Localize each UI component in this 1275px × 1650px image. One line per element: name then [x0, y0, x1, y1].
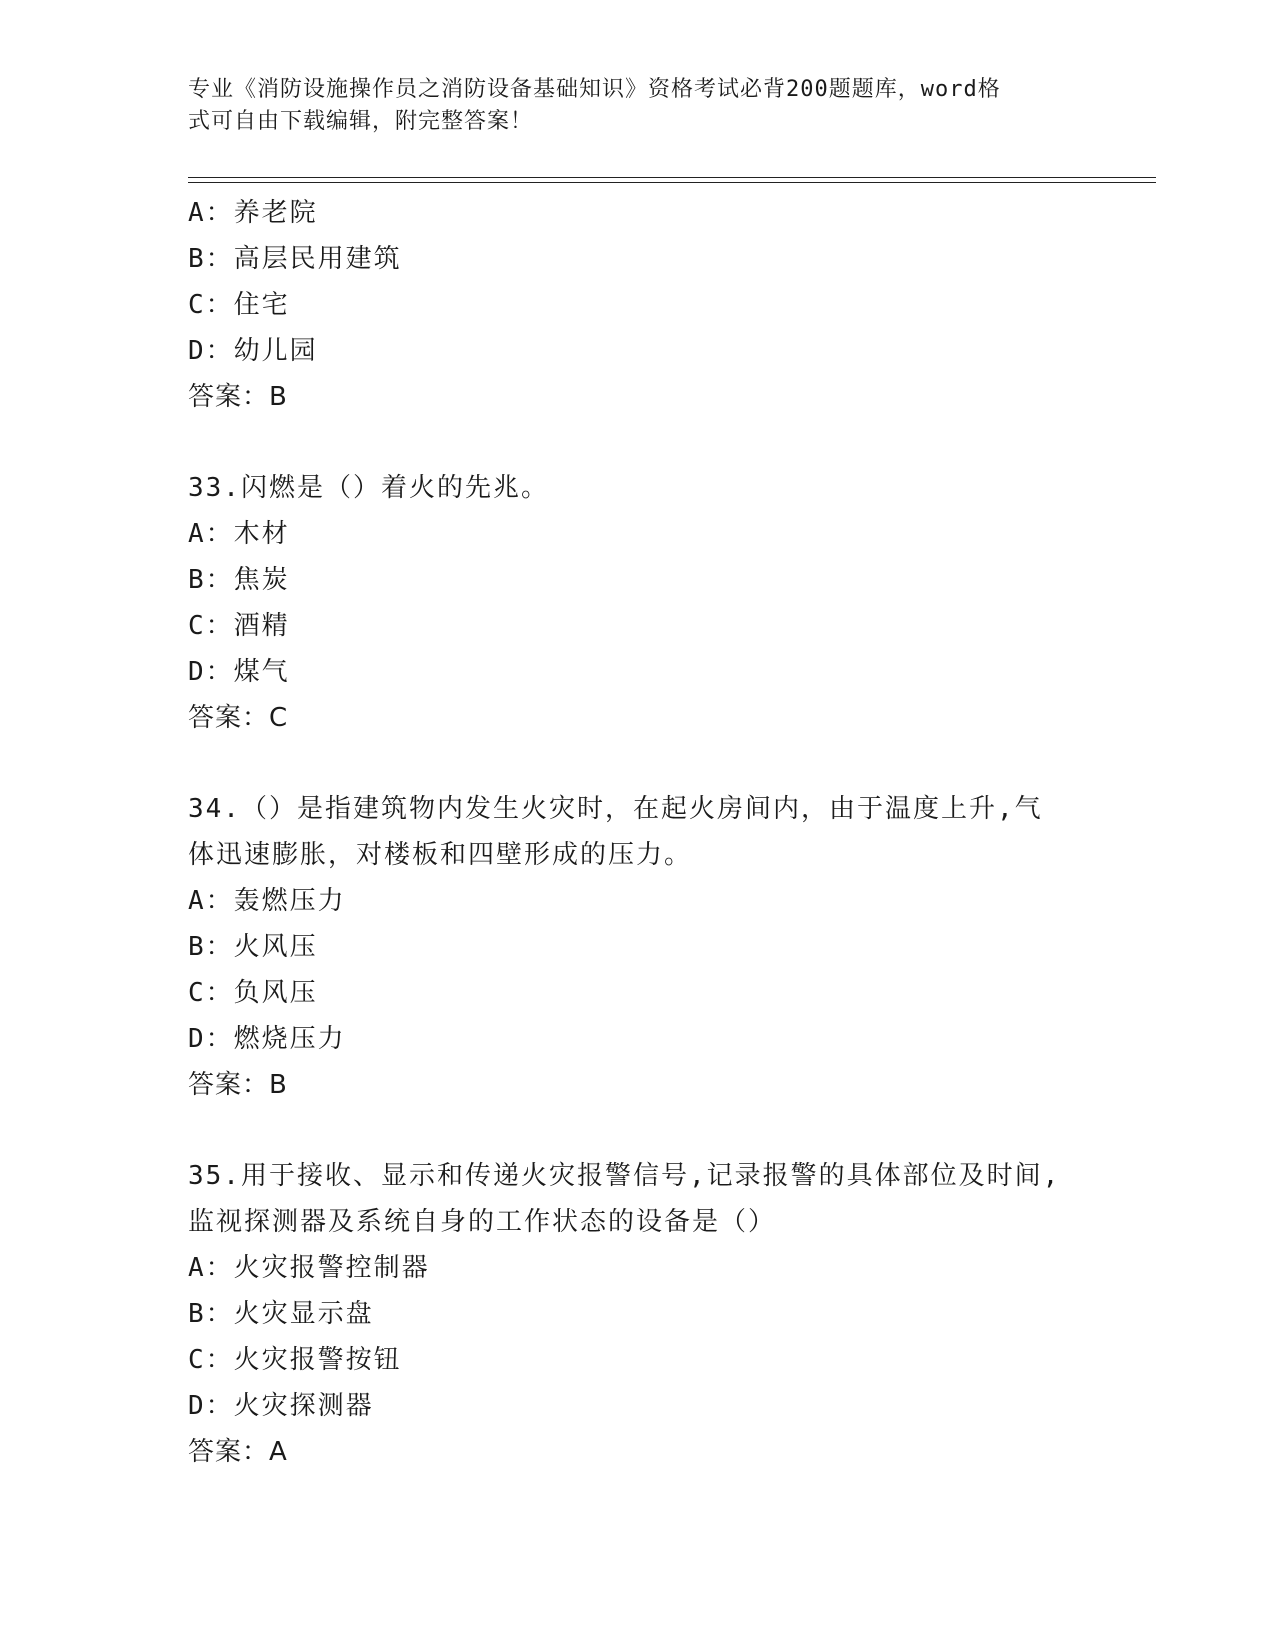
header-rule-bottom	[188, 182, 1156, 183]
option-d: D：燃烧压力	[188, 1024, 346, 1054]
option-d: D：幼儿园	[188, 336, 318, 366]
document-header	[188, 74, 1068, 138]
header-line-2: 式可自由下载编辑，附完整答案！	[188, 109, 534, 134]
option-c: C：住宅	[188, 290, 290, 320]
question-stem-line-2: 体迅速膨胀，对楼板和四壁形成的压力。	[188, 840, 693, 870]
option-d: D：煤气	[188, 657, 290, 687]
question-stem-line-1: 34.（）是指建筑物内发生火灾时，在起火房间内，由于温度上升,气	[188, 794, 1043, 824]
spacer	[188, 741, 1088, 786]
question-35	[188, 1153, 1088, 1475]
option-d: D：火灾探测器	[188, 1391, 374, 1421]
answer: 答案：B	[188, 382, 288, 412]
option-a: A：火灾报警控制器	[188, 1253, 430, 1283]
question-stem: 33.闪燃是（）着火的先兆。	[188, 473, 549, 503]
question-stem-line-2: 监视探测器及系统自身的工作状态的设备是（）	[188, 1207, 777, 1237]
option-c: C：负风压	[188, 978, 318, 1008]
answer: 答案：C	[188, 703, 289, 733]
header-rule-top	[188, 177, 1156, 178]
option-a: A：轰燃压力	[188, 886, 346, 916]
question-stem-line-1: 35.用于接收、显示和传递火灾报警信号,记录报警的具体部位及时间,	[188, 1161, 1061, 1191]
option-c: C：火灾报警按钮	[188, 1345, 402, 1375]
spacer	[188, 420, 1088, 465]
question-list	[188, 190, 1088, 1475]
option-b: B：火风压	[188, 932, 318, 962]
option-a: A：木材	[188, 519, 290, 549]
option-b: B：火灾显示盘	[188, 1299, 374, 1329]
header-line-1: 专业《消防设施操作员之消防设备基础知识》资格考试必背200题题库，word格	[188, 77, 1001, 102]
option-c: C：酒精	[188, 611, 290, 641]
option-b: B：高层民用建筑	[188, 244, 402, 274]
question-32	[188, 190, 1088, 420]
question-34	[188, 786, 1088, 1108]
answer: 答案：A	[188, 1437, 288, 1467]
question-33	[188, 465, 1088, 741]
option-a: A：养老院	[188, 198, 318, 228]
answer: 答案：B	[188, 1070, 288, 1100]
spacer	[188, 1108, 1088, 1153]
option-b: B：焦炭	[188, 565, 290, 595]
